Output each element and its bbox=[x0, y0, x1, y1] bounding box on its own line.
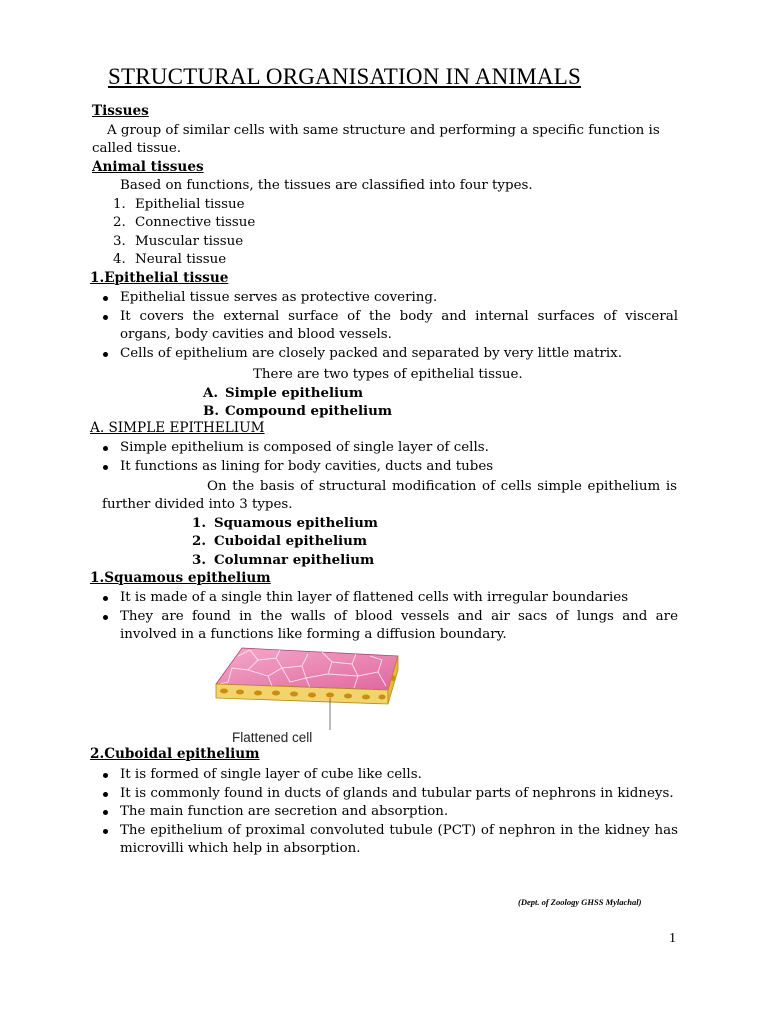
cuboidal-bullets bbox=[100, 766, 678, 859]
list-item: 3. Muscular tissue bbox=[113, 233, 244, 249]
tissues-definition-line2: called tissue. bbox=[92, 141, 182, 156]
simple-bullets bbox=[100, 439, 678, 476]
department-credit: (Dept. of Zoology GHSS Mylachal) bbox=[518, 897, 642, 907]
epithelial-types-list bbox=[203, 384, 392, 421]
list-item: They are found in the walls of blood vessels and air sacs of lungs and are involved in a functions like forming a diffusion boundary. bbox=[100, 608, 678, 645]
epithelial-types-intro: There are two types of epithelial tissue. bbox=[253, 367, 523, 382]
epithelial-heading: 1.Epithelial tissue bbox=[90, 270, 229, 286]
simple-basis-line1: On the basis of structural modification of cells simple epithelium is bbox=[207, 479, 677, 494]
squamous-heading: 1.Squamous epithelium bbox=[90, 570, 271, 586]
list-item: 4. Neural tissue bbox=[113, 252, 227, 268]
animal-tissues-list bbox=[113, 196, 255, 270]
list-item: B. Compound epithelium bbox=[203, 403, 393, 420]
page-number: 1 bbox=[669, 931, 676, 946]
list-item: It covers the external surface of the body and internal surfaces of visceral organs, body cavities and blood vessels. bbox=[100, 308, 678, 345]
tissues-definition-line1: A group of similar cells with same structure and performing a specific function is bbox=[107, 123, 660, 138]
list-item: Epithelial tissue serves as protective covering. bbox=[100, 289, 678, 308]
list-item: 2. Connective tissue bbox=[113, 215, 256, 231]
squamous-bullets bbox=[100, 589, 678, 645]
list-item: It is commonly found in ducts of glands and tubular parts of nephrons in kidneys. bbox=[100, 785, 678, 804]
list-item: Simple epithelium is composed of single layer of cells. bbox=[100, 439, 678, 458]
list-item: It functions as lining for body cavities, ducts and tubes bbox=[100, 458, 678, 477]
list-item: The epithelium of proximal convoluted tubule (PCT) of nephron in the kidney has microvilli which help in absorption. bbox=[100, 822, 678, 859]
list-item: 2. Cuboidal epithelium bbox=[192, 533, 368, 550]
list-item: A. Simple epithelium bbox=[203, 385, 364, 401]
animal-tissues-heading: Animal tissues bbox=[92, 159, 204, 175]
list-item: 1. Epithelial tissue bbox=[113, 197, 245, 212]
animal-tissues-intro: Based on functions, the tissues are classified into four types. bbox=[120, 178, 533, 193]
list-item: 3. Columnar epithelium bbox=[192, 551, 375, 568]
list-item: The main function are secretion and absorption. bbox=[100, 803, 678, 822]
page-title: STRUCTURAL ORGANISATION IN ANIMALS bbox=[108, 64, 581, 89]
simple-types-list bbox=[192, 514, 378, 569]
simple-basis-line2: further divided into 3 types. bbox=[102, 497, 293, 512]
simple-epithelium-heading: A. SIMPLE EPITHELIUM bbox=[90, 420, 265, 436]
tissues-heading: Tissues bbox=[92, 103, 149, 119]
list-item: Cells of epithelium are closely packed and separated by very little matrix. bbox=[100, 345, 678, 364]
epithelial-bullets bbox=[100, 289, 678, 363]
list-item: 1. Squamous epithelium bbox=[192, 515, 378, 531]
list-item: It is made of a single thin layer of flattened cells with irregular boundaries bbox=[100, 589, 678, 608]
list-item: It is formed of single layer of cube like cells. bbox=[100, 766, 678, 785]
figure-caption: Flattened cell bbox=[232, 730, 313, 745]
cuboidal-heading: 2.Cuboidal epithelium bbox=[90, 746, 260, 762]
